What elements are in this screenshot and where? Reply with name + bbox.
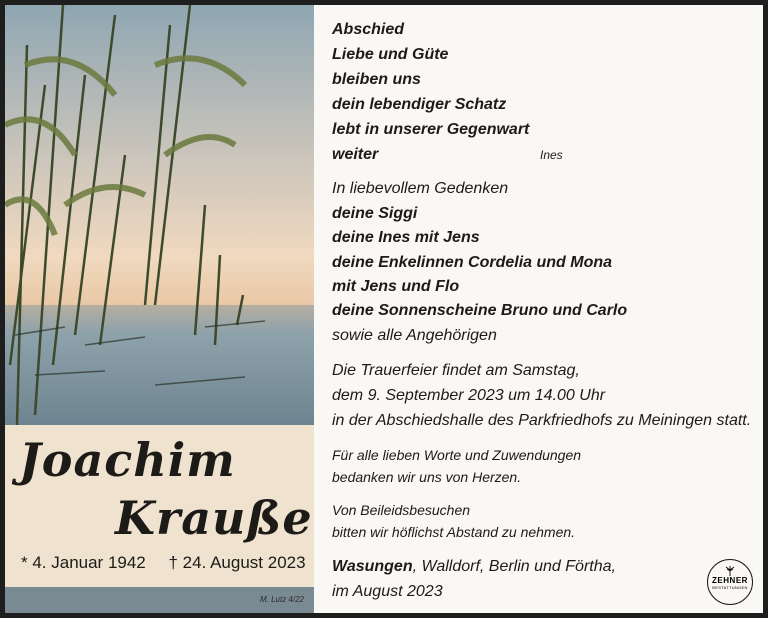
place-line (332, 558, 616, 576)
life-dates (21, 553, 324, 573)
left-panel (5, 5, 314, 613)
place-date: im August 2023 (332, 583, 443, 600)
funeral-line: in der Abschiedshalle des Parkfriedhofs zu Meiningen statt. (332, 412, 752, 429)
funeral-line: Die Trauerfeier findet am Samstag, (332, 362, 580, 379)
thanks-line: Für alle lieben Worte und Zuwendungen (332, 447, 582, 463)
poem-author: Ines (540, 148, 563, 162)
painting-bottom-strip (5, 587, 314, 613)
logo-name: ZEHNER (712, 576, 748, 585)
tree-icon (724, 566, 736, 576)
thanks-line: bedanken wir uns von Herzen. (332, 469, 522, 485)
painting-signature: M. Lutz 4/22 (259, 595, 304, 604)
visits-line: Von Beileidsbesuchen (332, 502, 471, 518)
poem-line: Abschied (332, 21, 405, 38)
mourners-intro: In liebevollem Gedenken (332, 180, 509, 197)
text-panel (332, 5, 757, 613)
mourners-outro: sowie alle Angehörigen (332, 327, 497, 344)
birth-date: * 4. Januar 1942 (21, 553, 146, 572)
deceased-last-name: Krauße (115, 491, 313, 545)
funeral-line: dem 9. September 2023 um 14.00 Uhr (332, 387, 606, 404)
place-others: , Walldorf, Berlin und Förtha, (412, 558, 616, 575)
mourner-line: deine Ines mit Jens (332, 229, 480, 246)
name-box (5, 425, 314, 587)
reed-painting (5, 5, 314, 425)
poem-line: weiter (332, 146, 379, 163)
mourner-line: deine Sonnenscheine Bruno und Carlo (332, 302, 628, 319)
poem-line: dein lebendiger Schatz (332, 96, 507, 113)
poem-line: lebt in unserer Gegenwart (332, 121, 530, 138)
poem-line: bleiben uns (332, 71, 421, 88)
place-main: Wasungen (332, 558, 413, 575)
obituary-card (5, 5, 763, 613)
funeral-home-logo (707, 559, 753, 605)
death-date: † 24. August 2023 (168, 553, 306, 572)
mourner-line: deine Siggi (332, 205, 418, 222)
visits-line: bitten wir höflichst Abstand zu nehmen. (332, 524, 576, 540)
deceased-first-name: Joachim (19, 433, 236, 487)
logo-subtitle: BESTATTUNGEN (712, 585, 748, 590)
poem-line: Liebe und Güte (332, 46, 449, 63)
mourner-line: mit Jens und Flo (332, 278, 460, 295)
mourner-line: deine Enkelinnen Cordelia und Mona (332, 254, 613, 271)
